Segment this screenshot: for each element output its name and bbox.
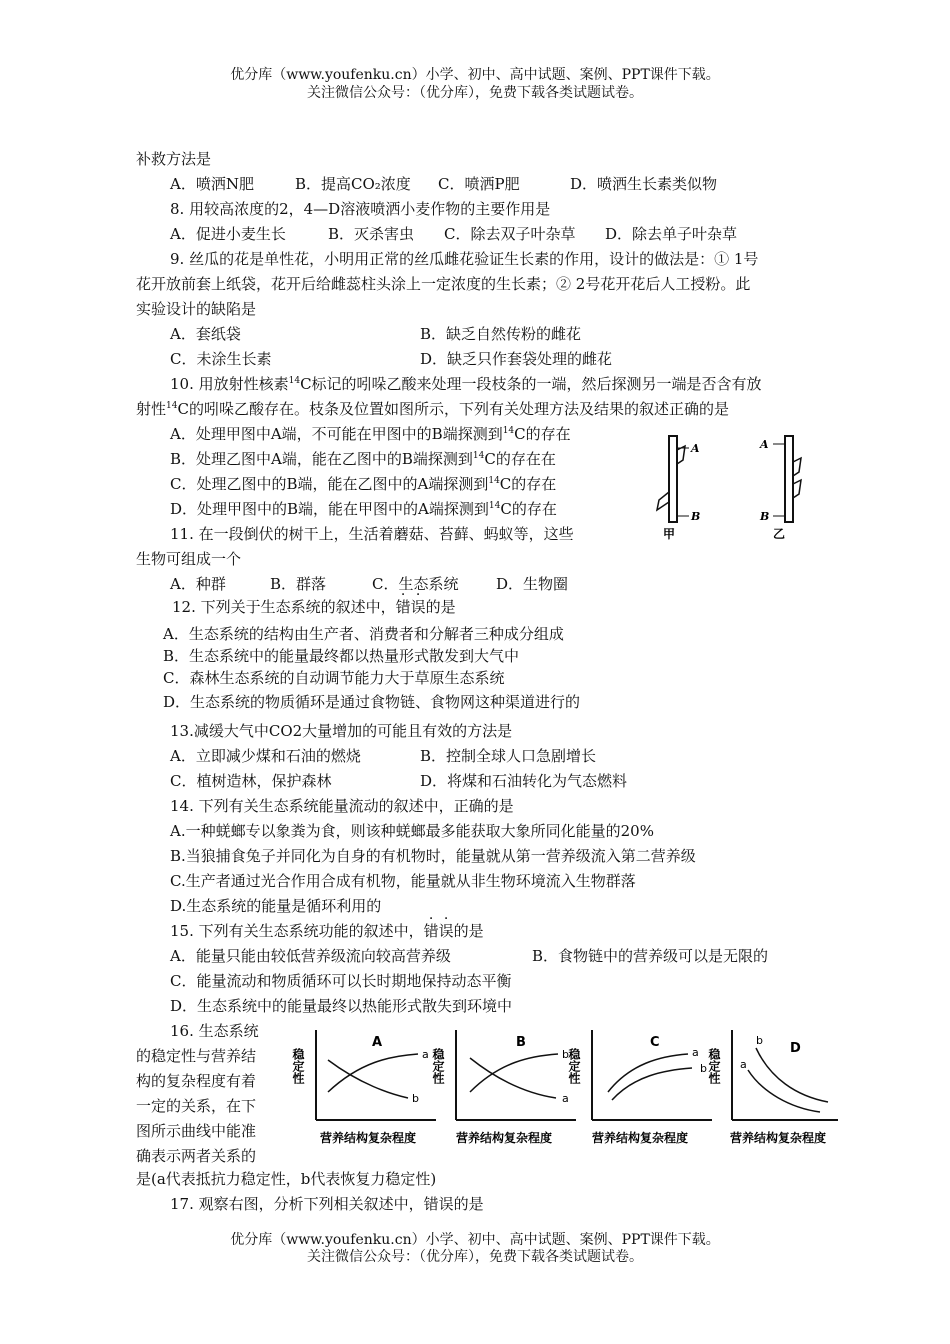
graph-c-xlabel: 营养结构复杂程度 — [592, 1131, 689, 1145]
q16-line-2: 的稳定性与营养结 — [136, 1047, 257, 1065]
q12-option-b: B．生态系统中的能量最终都以热量形式散发到大气中 — [163, 647, 520, 665]
graph-d — [707, 1030, 838, 1145]
graph-b-xlabel: 营养结构复杂程度 — [456, 1131, 553, 1145]
q9-line-2: 花开放前套上纸袋，花开后给雌蕊柱头涂上一定浓度的生长素；② 2号花开花后人工授粉。此 — [136, 275, 751, 293]
q7-stem-tail: 补救方法是 — [136, 150, 212, 168]
q15-stem-emph-2: 误 — [438, 922, 454, 940]
q10-line-2 — [136, 399, 729, 419]
q10-option-d-tail: C的存在 — [500, 500, 557, 518]
graph-d-label-a: a — [740, 1058, 747, 1071]
q9-line-1: 9. 丝瓜的花是单性花，小明用正常的丝瓜雌花验证生长素的作用，设计的做法是：① 1号 — [170, 250, 759, 268]
q10-line-1 — [170, 374, 762, 394]
graph-a-xlabel: 营养结构复杂程度 — [320, 1131, 417, 1145]
q10-option-c-tail: C的存在 — [499, 475, 557, 493]
footer-line-1: 优分库（www.youfenku.cn）小学、初中、高中试题、案例、PPT课件下载。 — [230, 1232, 720, 1248]
q14-option-d: D.生态系统的能量是循环利用的 — [170, 897, 382, 915]
header-line-2: 关注微信公众号：（优分库），免费下载各类试题试卷。 — [307, 85, 643, 101]
graph-c-title: C — [650, 1035, 660, 1050]
q10-option-d-sup: 14 — [488, 501, 501, 511]
q14-stem: 14. 下列有关生态系统能量流动的叙述中，正确的是 — [170, 797, 514, 815]
graph-a-ylabel: 稳定性 — [291, 1048, 305, 1084]
q10-line-2-b: C的吲哚乙酸存在。枝条及位置如图所示，下列有关处理方法及结果的叙述正确的是 — [177, 400, 729, 418]
q11-option-b: B．群落 — [270, 575, 327, 593]
graph-a — [291, 1030, 436, 1145]
graph-b-label-b: b — [562, 1048, 569, 1061]
q12-stem-b: 的是 — [425, 598, 456, 616]
branch-jia-label-b: B — [691, 510, 701, 523]
q8-option-a: A．促进小麦生长 — [170, 225, 286, 243]
q10-option-b-text: B．处理乙图中A端，能在乙图中的B端探测到 — [170, 450, 473, 468]
q8-option-d: D．除去单子叶杂草 — [605, 225, 738, 243]
graph-d-ylabel: 稳定性 — [707, 1048, 721, 1084]
q15-option-c: C．能量流动和物质循环可以长时期地保持动态平衡 — [170, 972, 512, 990]
q12-stem-emph-2: 误 — [410, 598, 426, 616]
q10-sup-2: 14 — [166, 401, 178, 411]
graph-b-title: B — [516, 1035, 526, 1050]
q7-option-c: C．喷洒P肥 — [438, 175, 520, 193]
q12-stem — [172, 597, 456, 617]
q15-stem-a: 15. 下列有关生态系统功能的叙述中， — [170, 922, 424, 940]
q10-option-a — [170, 424, 571, 444]
q10-option-d — [170, 499, 557, 519]
q10-option-a-sup: 14 — [502, 426, 515, 436]
q15-option-b: B．食物链中的营养级可以是无限的 — [532, 947, 769, 965]
q10-option-d-text: D．处理甲图中的B端，能在甲图中的A端探测到 — [170, 500, 489, 518]
q17-stem: 17. 观察右图，分析下列相关叙述中，错误的是 — [170, 1195, 484, 1213]
q10-branch-figure — [645, 430, 825, 542]
graph-b — [431, 1030, 576, 1145]
graph-d-curve-b — [756, 1048, 828, 1102]
q16-line-5: 图所示曲线中能准 — [136, 1122, 257, 1140]
q11-option-d: D．生物圈 — [496, 575, 569, 593]
q15-option-a: A．能量只能由较低营养级流向较高营养级 — [170, 947, 451, 965]
graph-c-label-b: b — [700, 1062, 707, 1075]
q7-option-d: D．喷洒生长素类似物 — [570, 175, 718, 193]
graph-b-ylabel: 稳定性 — [431, 1048, 445, 1084]
graph-a-label-b: b — [412, 1092, 419, 1105]
q16-line-1: 16. 生态系统 — [170, 1022, 259, 1040]
q9-option-a: A．套纸袋 — [170, 325, 241, 343]
q15-stem-b: 的是 — [453, 922, 484, 940]
q10-option-c — [170, 474, 556, 494]
branch-yi-label-a: A — [760, 438, 769, 451]
q16-line-6: 确表示两者关系的 — [136, 1147, 257, 1165]
q14-option-b: B.当狼捕食兔子并同化为自身的有机物时，能量就从第一营养级流入第二营养级 — [170, 847, 696, 865]
q13-option-a: A．立即减少煤和石油的燃烧 — [170, 747, 361, 765]
q14-option-a: A.一种蜣螂专以象粪为食，则该种蜣螂最多能获取大象所同化能量的20% — [170, 822, 654, 840]
q16-graphs — [290, 1022, 850, 1150]
q11-option-c: C．生态系统 — [372, 575, 459, 593]
q16-line-7: 是(a代表抵抗力稳定性，b代表恢复力稳定性) — [136, 1170, 437, 1188]
q8-stem: 8. 用较高浓度的2，4—D溶液喷洒小麦作物的主要作用是 — [170, 200, 551, 218]
q12-option-a: A．生态系统的结构由生产者、消费者和分解者三种成分组成 — [163, 625, 564, 643]
q15-stem — [170, 921, 484, 941]
branch-yi-bud-top — [793, 458, 801, 476]
q16-line-3: 构的复杂程度有着 — [136, 1072, 257, 1090]
q11-line-1: 11. 在一段倒伏的树干上，生活着蘑菇、苔藓、蚂蚁等，这些 — [170, 525, 574, 543]
graph-a-title: A — [372, 1035, 383, 1050]
q12-stem-a: 12. 下列关于生态系统的叙述中， — [172, 598, 396, 616]
branch-jia-stem — [669, 436, 677, 522]
q12-stem-emph-1: 错 — [395, 598, 411, 616]
q11-line-2: 生物可组成一个 — [136, 550, 242, 568]
branch-jia-bud-top — [677, 446, 685, 464]
q13-option-b: B．控制全球人口急剧增长 — [420, 747, 597, 765]
branch-yi-label-b: B — [760, 510, 770, 523]
graph-d-curve-a — [748, 1070, 820, 1112]
footer-line-2: 关注微信公众号：（优分库），免费下载各类试题试卷。 — [307, 1249, 643, 1265]
q8-option-b: B．灭杀害虫 — [328, 225, 415, 243]
q10-line-1-a: 10. 用放射性核素 — [170, 375, 289, 393]
graph-c-curve-b — [612, 1068, 692, 1100]
q12-option-d: D．生态系统的物质循环是通过食物链、食物网这种渠道进行的 — [163, 693, 581, 711]
branch-yi-caption: 乙 — [773, 527, 786, 541]
graph-c-curve-a — [608, 1054, 688, 1092]
q10-line-1-b: C标记的吲哚乙酸来处理一段枝条的一端，然后探测另一端是否含有放 — [300, 375, 762, 393]
q10-option-c-text: C．处理乙图中的B端，能在乙图中的A端探测到 — [170, 475, 489, 493]
q16-line-4: 一定的关系，在下 — [136, 1097, 257, 1115]
q7-option-a: A．喷洒N肥 — [170, 175, 254, 193]
q10-option-b-tail: C的存在在 — [484, 450, 556, 468]
q10-sup-1: 14 — [288, 376, 301, 386]
q9-option-b: B．缺乏自然传粉的雌花 — [420, 325, 582, 343]
q10-option-a-text: A．处理甲图中A端，不可能在甲图中的B端探测到 — [170, 425, 503, 443]
graph-a-label-a: a — [422, 1048, 429, 1061]
q13-option-d: D．将煤和石油转化为气态燃料 — [420, 772, 628, 790]
q10-option-a-tail: C的存在 — [514, 425, 571, 443]
graph-b-curve-a — [470, 1058, 556, 1098]
branch-jia-caption: 甲 — [663, 527, 676, 541]
graph-c-ylabel: 稳定性 — [567, 1048, 581, 1084]
q12-option-c: C．森林生态系统的自动调节能力大于草原生态系统 — [163, 669, 505, 687]
q9-option-d: D．缺乏只作套袋处理的雌花 — [420, 350, 613, 368]
graph-c — [567, 1030, 712, 1145]
header-line-1: 优分库（www.youfenku.cn）小学、初中、高中试题、案例、PPT课件下载。 — [230, 67, 720, 83]
q10-option-b-sup: 14 — [472, 451, 485, 461]
branch-jia-label-a: A — [691, 442, 700, 455]
graph-c-label-a: a — [692, 1046, 699, 1059]
q13-stem: 13.减缓大气中CO2大量增加的可能且有效的方法是 — [170, 722, 513, 740]
graph-d-xlabel: 营养结构复杂程度 — [730, 1131, 827, 1145]
q11-option-a: A．种群 — [170, 575, 226, 593]
q10-option-b — [170, 449, 556, 469]
q10-option-c-sup: 14 — [488, 476, 500, 486]
q9-line-3: 实验设计的缺陷是 — [136, 300, 257, 318]
branch-yi-bud-mid — [793, 480, 801, 498]
q15-option-d: D．生态系统中的能量最终以热能形式散失到环境中 — [170, 997, 513, 1015]
branch-yi-stem — [785, 436, 793, 522]
graph-d-label-b: b — [756, 1034, 763, 1047]
q9-option-c: C．未涂生长素 — [170, 350, 272, 368]
graph-d-title: D — [790, 1041, 801, 1056]
graph-b-label-a: a — [562, 1092, 569, 1105]
q10-line-2-a: 射性 — [136, 400, 167, 418]
q13-option-c: C．植树造林，保护森林 — [170, 772, 332, 790]
q15-stem-emph-1: 错 — [423, 922, 439, 940]
q8-option-c: C．除去双子叶杂草 — [444, 225, 576, 243]
q14-option-c: C.生产者通过光合作用合成有机物，能量就从非生物环境流入生物群落 — [170, 872, 636, 890]
branch-jia-bud-bottom — [657, 492, 669, 510]
q7-option-b: B．提高CO₂浓度 — [295, 175, 411, 193]
graph-b-curve-b — [470, 1054, 558, 1092]
